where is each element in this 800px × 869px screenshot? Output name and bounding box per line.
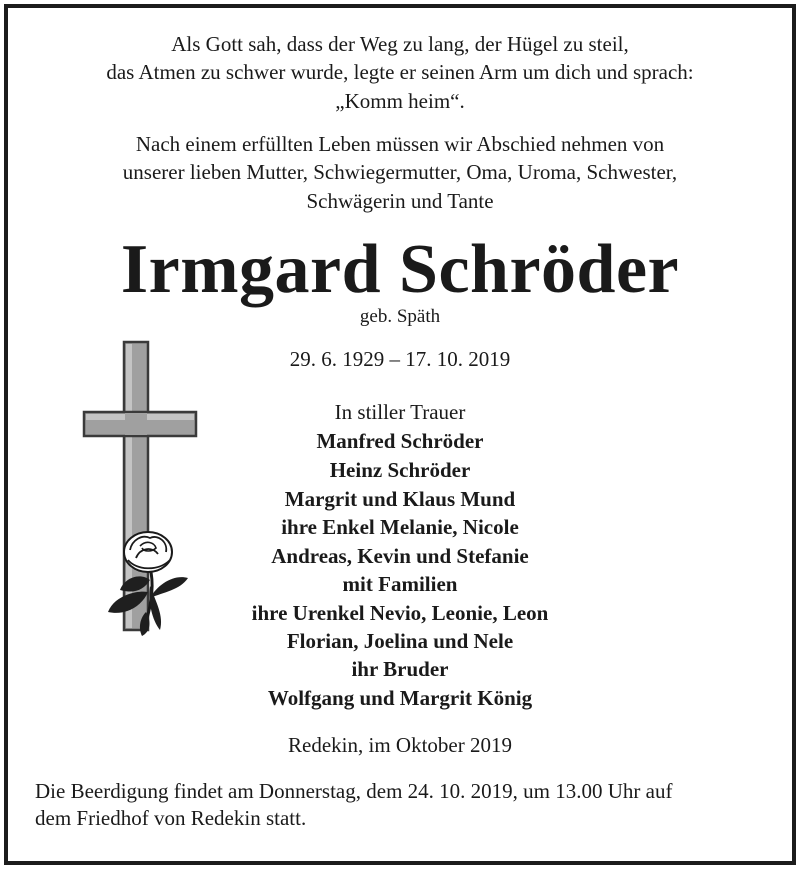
place-date: Redekin, im Oktober 2019	[288, 733, 512, 757]
mourners-heading: In stiller Trauer	[334, 400, 466, 424]
mourner-name: Manfred Schröder	[316, 429, 484, 453]
mourner-name: Florian, Joelina und Nele	[286, 629, 514, 653]
mourner-name: Andreas, Kevin und Stefanie	[271, 544, 529, 568]
mourner-name: Wolfgang und Margrit König	[267, 686, 533, 710]
intro-line: Schwägerin und Tante	[306, 189, 494, 213]
mourner-name: Heinz Schröder	[329, 458, 471, 482]
mourner-name: ihre Enkel Melanie, Nicole	[281, 515, 519, 539]
funeral-notice-line: Die Beerdigung findet am Donnerstag, dem 24. 10. 2019, um 13.00 Uhr auf	[35, 779, 673, 803]
mourner-name: ihr Bruder	[351, 657, 449, 681]
mourner-name: Margrit und Klaus Mund	[284, 487, 516, 511]
deceased-name: Irmgard Schröder	[120, 231, 680, 308]
life-dates: 29. 6. 1929 – 17. 10. 2019	[289, 347, 511, 371]
intro-line: Nach einem erfüllten Leben müssen wir Abschied nehmen von	[135, 132, 665, 156]
intro-line: unserer lieben Mutter, Schwiegermutter, Oma, Uroma, Schwester,	[122, 160, 678, 184]
verse-line: das Atmen zu schwer wurde, legte er seinen Arm um dich und sprach:	[106, 60, 694, 84]
funeral-notice-line: dem Friedhof von Redekin statt.	[35, 806, 307, 830]
mourner-name: mit Familien	[342, 572, 458, 596]
birth-name: geb. Späth	[359, 306, 441, 327]
verse-line: Als Gott sah, dass der Weg zu lang, der Hügel zu steil,	[171, 32, 629, 56]
mourner-name: ihre Urenkel Nevio, Leonie, Leon	[251, 601, 549, 625]
verse-line: „Komm heim“.	[335, 89, 465, 113]
